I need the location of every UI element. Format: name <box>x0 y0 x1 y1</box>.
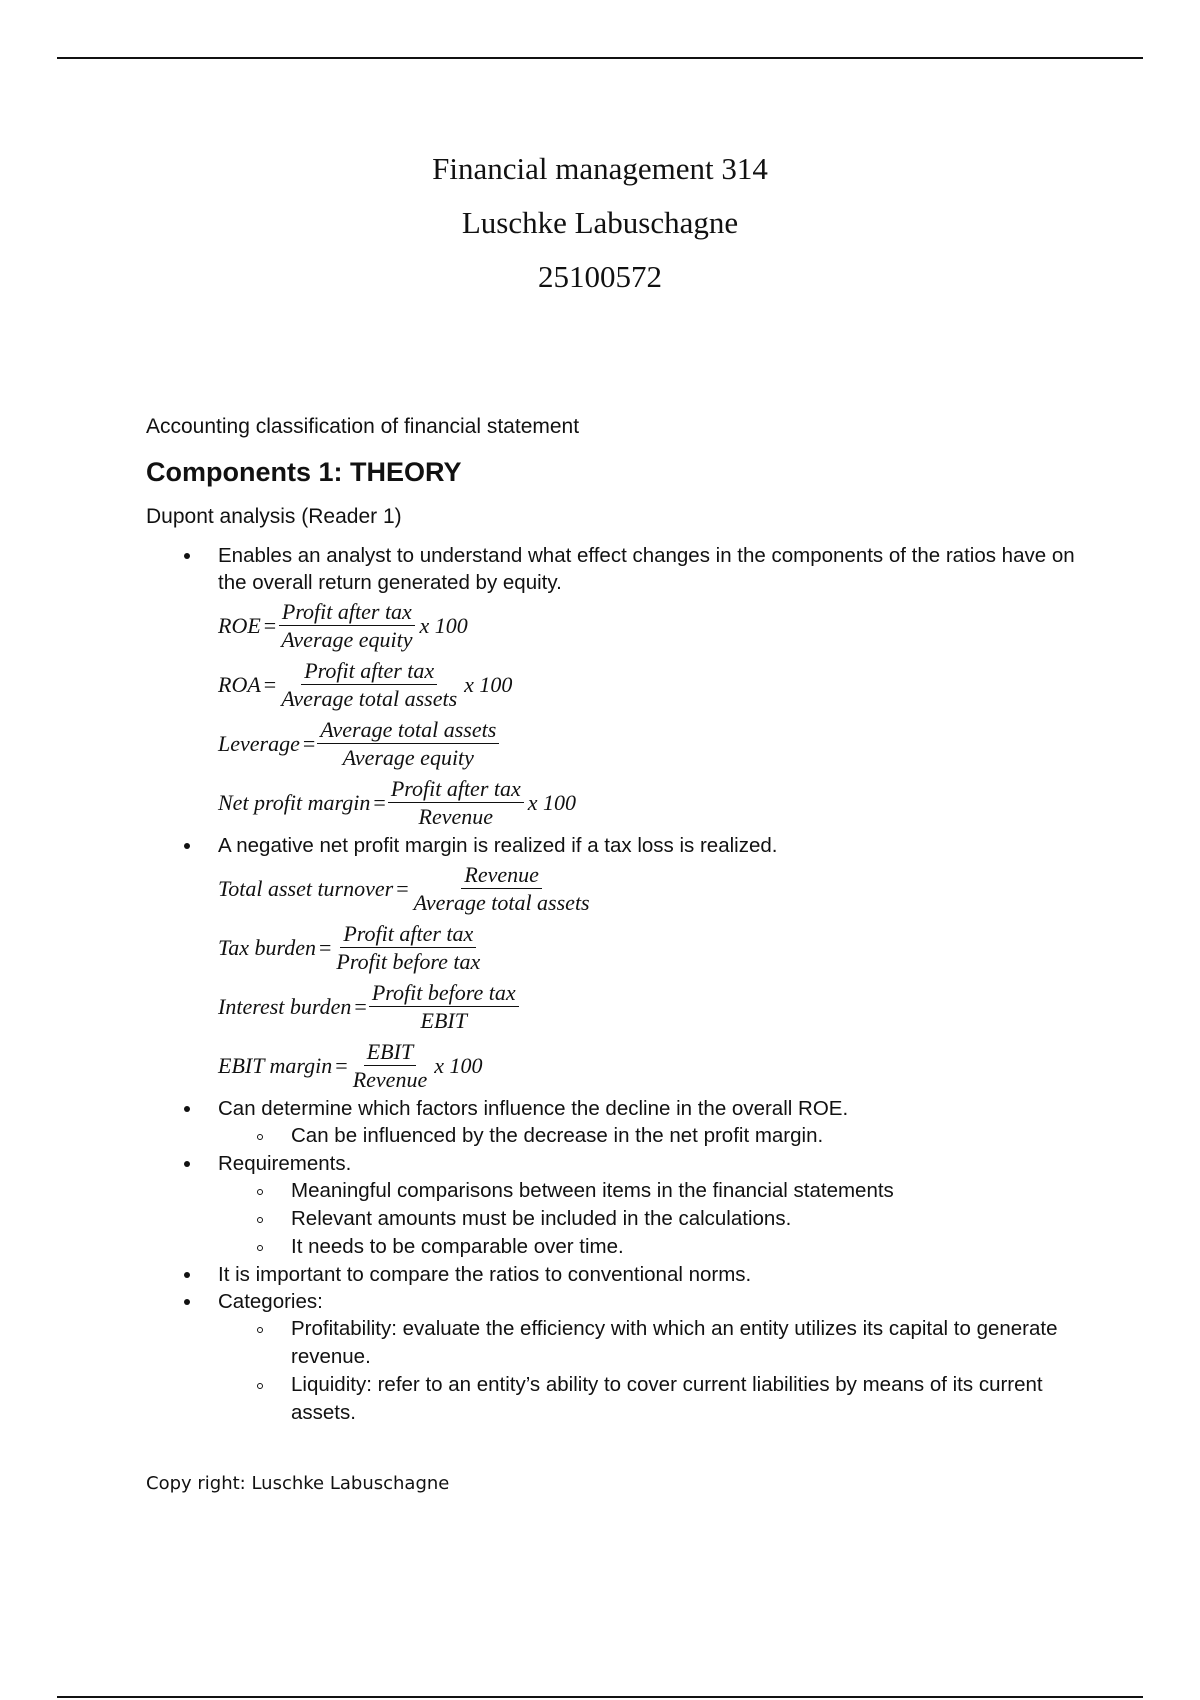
list-item <box>146 542 1086 832</box>
formula-label: Tax burden <box>218 935 316 960</box>
list-item <box>146 1150 1086 1261</box>
bullet-icon <box>184 843 190 849</box>
list-item-text: Can determine which factors influence the decline in the overall ROE. <box>218 1097 849 1120</box>
list-item-text: Enables an analyst to understand what effect changes in the components of the ratios have on the overall return generated by equity. <box>218 544 1075 594</box>
sub-list <box>146 1122 1086 1150</box>
sub-list-item-text: It needs to be comparable over time. <box>291 1235 624 1258</box>
title-block <box>0 142 1200 304</box>
sub-list-item <box>146 1233 1086 1261</box>
fraction <box>369 979 519 1034</box>
fraction <box>278 657 460 712</box>
bottom-rule <box>57 1696 1143 1698</box>
denominator: Average total assets <box>413 890 590 915</box>
multiplier: x 100 <box>434 1053 483 1078</box>
course-title: Financial management 314 <box>432 151 768 186</box>
sub-list-item-text: Liquidity: refer to an entity’s ability to cover current liabilities by means of its current assets. <box>291 1373 1043 1424</box>
denominator: Average total assets <box>281 686 458 711</box>
formula-leverage <box>218 714 1086 773</box>
list-item-text: Requirements. <box>218 1152 352 1175</box>
list-item-text: Categories: <box>218 1290 323 1313</box>
top-rule <box>57 57 1143 59</box>
formula-tax-burden <box>218 918 1086 977</box>
formula-interest-burden <box>218 977 1086 1036</box>
equals-sign: = <box>354 994 367 1019</box>
dupont-analysis-label: Dupont analysis (Reader 1) <box>146 505 402 528</box>
numerator: Profit before tax <box>369 979 519 1007</box>
formula-net-profit-margin <box>218 773 1086 832</box>
subheading: Accounting classification of financial statement <box>146 415 580 438</box>
multiplier: x 100 <box>464 672 513 697</box>
equals-sign: = <box>396 876 409 901</box>
denominator: EBIT <box>420 1008 467 1033</box>
bullet-icon <box>184 1106 190 1112</box>
bullet-icon <box>184 1272 190 1278</box>
formula-label: Leverage <box>218 731 300 756</box>
student-number: 25100572 <box>538 259 662 294</box>
document-body <box>146 412 1086 1427</box>
multiplier: x 100 <box>419 613 468 638</box>
equals-sign: = <box>263 613 277 638</box>
bullet-list <box>146 542 1086 1427</box>
formula-label: Net profit margin <box>218 790 371 815</box>
list-item <box>146 1095 1086 1150</box>
formula-label: Total asset turnover <box>218 876 394 901</box>
sub-list-item <box>146 1315 1086 1371</box>
numerator: Profit after tax <box>279 598 415 626</box>
denominator: Revenue <box>352 1067 428 1092</box>
circle-bullet-icon <box>257 1217 263 1223</box>
sub-list <box>146 1177 1086 1261</box>
bullet-icon <box>184 1299 190 1305</box>
fraction <box>333 920 483 975</box>
circle-bullet-icon <box>257 1327 263 1333</box>
multiplier: x 100 <box>527 790 577 815</box>
sub-list-item <box>146 1177 1086 1205</box>
denominator: Profit before tax <box>336 949 481 974</box>
fraction <box>388 775 524 830</box>
equals-sign: = <box>335 1053 348 1078</box>
formula-label: Interest burden <box>218 994 352 1019</box>
fraction <box>411 861 593 916</box>
copyright-notice: Copy right: Luschke Labuschagne <box>146 1473 450 1494</box>
equals-sign: = <box>373 790 386 815</box>
bullet-icon <box>184 1161 190 1167</box>
formula-label: ROA <box>218 672 261 697</box>
circle-bullet-icon <box>257 1189 263 1195</box>
formula-roa <box>218 655 1086 714</box>
formula-group <box>218 596 1086 832</box>
sub-list-item-text: Profitability: evaluate the efficiency with which an entity utilizes its capital to generate revenue. <box>291 1317 1058 1368</box>
sub-list-item <box>146 1205 1086 1233</box>
equals-sign: = <box>319 935 332 960</box>
author-name: Luschke Labuschagne <box>461 205 739 240</box>
denominator: Average equity <box>342 745 474 770</box>
sub-list-item-text: Meaningful comparisons between items in the financial statements <box>291 1179 894 1202</box>
list-item <box>146 1288 1086 1427</box>
numerator: Average total assets <box>317 716 499 744</box>
formula-ebit-margin <box>218 1036 1086 1095</box>
numerator: Profit after tax <box>388 775 524 803</box>
bullet-icon <box>184 553 190 559</box>
circle-bullet-icon <box>257 1134 263 1140</box>
formula-roe <box>218 596 1086 655</box>
equals-sign: = <box>263 672 277 697</box>
sub-list-item <box>146 1122 1086 1150</box>
denominator: Average equity <box>281 627 413 652</box>
list-item-text: It is important to compare the ratios to conventional norms. <box>218 1263 752 1286</box>
fraction <box>278 598 415 653</box>
formula-label: ROE <box>218 613 261 638</box>
numerator: EBIT <box>364 1038 416 1066</box>
denominator: Revenue <box>418 804 494 829</box>
sub-list <box>146 1315 1086 1427</box>
sub-list-item-text: Relevant amounts must be included in the calculations. <box>291 1207 792 1230</box>
circle-bullet-icon <box>257 1383 263 1389</box>
numerator: Profit after tax <box>301 657 437 685</box>
fraction <box>350 1038 431 1093</box>
list-item-text: A negative net profit margin is realized if a tax loss is realized. <box>218 834 778 857</box>
formula-label: EBIT margin <box>218 1053 333 1078</box>
sub-list-item <box>146 1371 1086 1427</box>
sub-list-item-text: Can be influenced by the decrease in the net profit margin. <box>291 1124 824 1147</box>
list-item <box>146 1261 1086 1288</box>
equals-sign: = <box>302 731 316 756</box>
formula-total-asset-turnover <box>218 859 1086 918</box>
circle-bullet-icon <box>257 1245 263 1251</box>
fraction <box>317 716 499 771</box>
numerator: Revenue <box>461 861 542 889</box>
section-heading: Components 1: THEORY <box>146 457 462 487</box>
formula-group <box>218 859 1086 1095</box>
numerator: Profit after tax <box>340 920 476 948</box>
list-item <box>146 832 1086 1095</box>
